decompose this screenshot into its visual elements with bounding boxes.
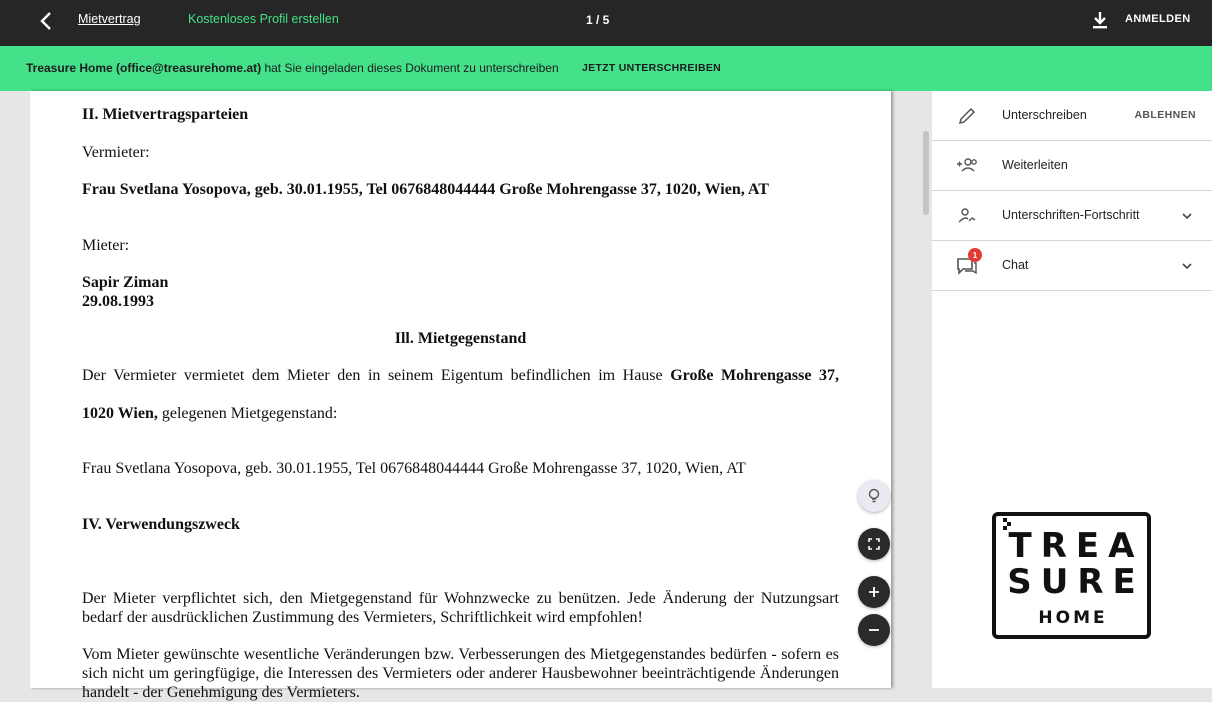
rental-address-line1: Große Mohrengasse 37, (670, 367, 839, 384)
document-title-link[interactable]: Mietvertrag (78, 12, 141, 26)
pencil-icon (956, 105, 978, 127)
rental-address-line2: 1020 Wien, (82, 405, 158, 422)
chat-item[interactable] (932, 241, 1212, 291)
sign-label: Unterschreiben (1002, 108, 1087, 122)
back-button[interactable] (34, 9, 58, 33)
treasure-home-logo (992, 512, 1151, 639)
rental-object-text-cont (82, 404, 839, 423)
signature-progress-item[interactable] (932, 191, 1212, 241)
section-heading: IV. Verwendungszweck (82, 516, 240, 533)
fullscreen-icon (868, 538, 880, 550)
login-button[interactable]: ANMELDEN (1125, 13, 1191, 25)
chat-label: Chat (1002, 258, 1029, 272)
decline-button[interactable]: ABLEHNEN (1134, 109, 1196, 121)
minus-icon (868, 624, 880, 636)
rental-text-start: Der Vermieter vermietet dem Mieter den in seinem Eigentum befindlichen im Hause (82, 367, 671, 384)
invite-banner (0, 46, 1212, 91)
top-bar (0, 0, 1212, 46)
download-icon (1090, 10, 1110, 32)
tenant-name: Sapir Ziman (82, 274, 169, 291)
invite-message (26, 61, 559, 75)
usage-paragraph: Der Mieter verpflichtet sich, den Mietgegenstand für Wohnzwecke zu benützen. Jede Änderung der Nutzungsart bedarf der ausdrücklichen Zustimmung des Vermieters, Schriftlichkeit wird empfohlen! (82, 590, 839, 626)
plus-icon (868, 586, 880, 598)
logo-line: HOME (1038, 608, 1108, 628)
chevron-left-icon (39, 12, 53, 30)
landlord-label: Vermieter: (82, 144, 150, 161)
usage-paragraph: Vom Mieter gewünschte wesentliche Veränderungen bzw. Verbesserungen des Mietgegenstandes bedürfen - sofern es sich nicht um geringfügige, die Interessen des Vermieters oder anderer Hausbewohner beeinträchtigende Änderungen handelt - der Genehmigung des Vermieters. (82, 646, 839, 701)
fullscreen-button[interactable] (858, 528, 890, 560)
sign-now-button[interactable]: JETZT UNTERSCHREIBEN (582, 62, 722, 74)
document-page (30, 91, 891, 701)
landlord-details: Frau Svetlana Yosopova, geb. 30.01.1955, Tel 0676848044444 Große Mohrengasse 37, 1020, Wien, AT (82, 181, 769, 198)
logo-line: TREA (1008, 526, 1144, 566)
zoom-in-button[interactable] (858, 576, 890, 608)
chat-unread-badge: 1 (968, 248, 982, 262)
rental-object: Frau Svetlana Yosopova, geb. 30.01.1955, Tel 0676848044444 Große Mohrengasse 37, 1020, Wien, AT (82, 460, 746, 477)
document-viewer[interactable] (0, 91, 932, 701)
forward-people-icon (956, 155, 978, 177)
rental-object-text (82, 366, 839, 385)
sign-item[interactable] (932, 91, 1212, 141)
zoom-out-button[interactable] (858, 614, 890, 646)
invite-text: hat Sie eingeladen dieses Dokument zu unterschreiben (261, 61, 559, 75)
hint-button[interactable] (858, 480, 890, 512)
chevron-down-icon (1180, 259, 1194, 273)
lightbulb-icon (867, 488, 881, 504)
forward-label: Weiterleiten (1002, 158, 1068, 172)
signature-progress-icon (956, 205, 978, 227)
tenant-birthdate: 29.08.1993 (82, 293, 154, 310)
section-heading: Ill. Mietgegenstand (394, 330, 527, 347)
download-button[interactable] (1090, 10, 1110, 32)
create-profile-link[interactable]: Kostenloses Profil erstellen (188, 12, 339, 26)
tenant-label: Mieter: (82, 237, 130, 254)
inviter-name: Treasure Home (office@treasurehome.at) (26, 61, 262, 75)
scrollbar-thumb[interactable] (923, 131, 929, 215)
page-indicator: 1 / 5 (586, 13, 610, 27)
chevron-down-icon (1180, 209, 1194, 223)
logo-line: SURE (1007, 562, 1145, 602)
signature-progress-label: Unterschriften-Fortschritt (1002, 208, 1140, 222)
rental-text-end: gelegenen Mietgegenstand: (157, 405, 338, 422)
forward-item[interactable] (932, 141, 1212, 191)
section-heading: II. Mietvertragsparteien (82, 106, 249, 123)
